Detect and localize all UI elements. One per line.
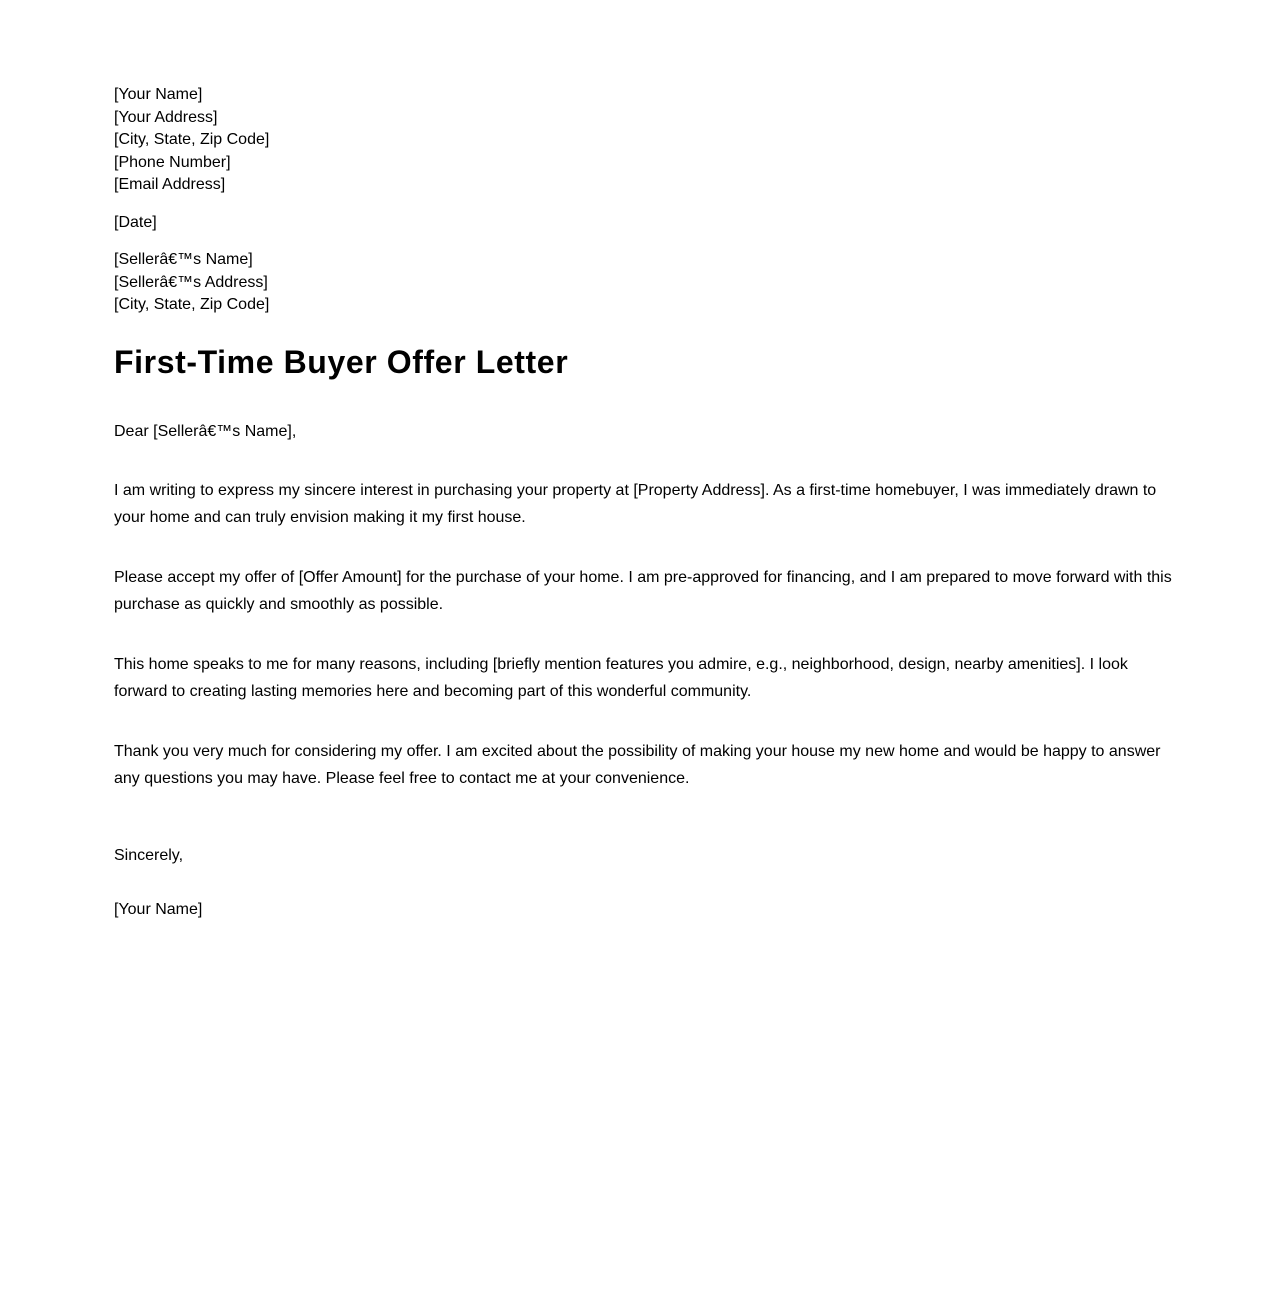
letter-date: [Date] [114, 213, 157, 231]
recipient-address: [Sellerâ€™s Address] [114, 273, 268, 291]
body-paragraph-4: Thank you very much for considering my offer. I am excited about the possibility of making your house my new home and would be happy to answer any questions you may have. Please feel free to contact me at your convenience. [114, 742, 1161, 787]
sender-address: [Your Address] [114, 108, 218, 126]
body-paragraph-1: I am writing to express my sincere interest in purchasing your property at [Property Address]. As a first-time homebuyer, I was immediately drawn to your home and can truly envision making it my first house. [114, 481, 1157, 526]
sender-name: [Your Name] [114, 86, 203, 103]
sender-city-state-zip: [City, State, Zip Code] [114, 131, 270, 148]
signature: [Your Name] [114, 900, 203, 918]
sender-phone: [Phone Number] [114, 153, 231, 171]
recipient-address-block [114, 249, 1164, 317]
recipient-name: [Sellerâ€™s Name] [114, 251, 253, 268]
closing: Sincerely, [114, 846, 184, 864]
letter-title: First-Time Buyer Offer Letter [114, 343, 569, 380]
body-paragraph-2: Please accept my offer of [Offer Amount] for the purchase of your home. I am pre-approved for financing, and I am prepared to move forward with this purchase as quickly and smoothly as possible. [114, 568, 1172, 613]
body-paragraph-3: This home speaks to me for many reasons, including [briefly mention features you admire, e.g., neighborhood, design, nearby amenities]. I look forward to creating lasting memories here and becoming part of this wonderful community. [114, 655, 1128, 700]
sender-email: [Email Address] [114, 176, 226, 193]
sender-address-block [114, 84, 1164, 197]
recipient-city-state-zip: [City, State, Zip Code] [114, 296, 270, 313]
greeting: Dear [Sellerâ€™s Name], [114, 422, 297, 440]
